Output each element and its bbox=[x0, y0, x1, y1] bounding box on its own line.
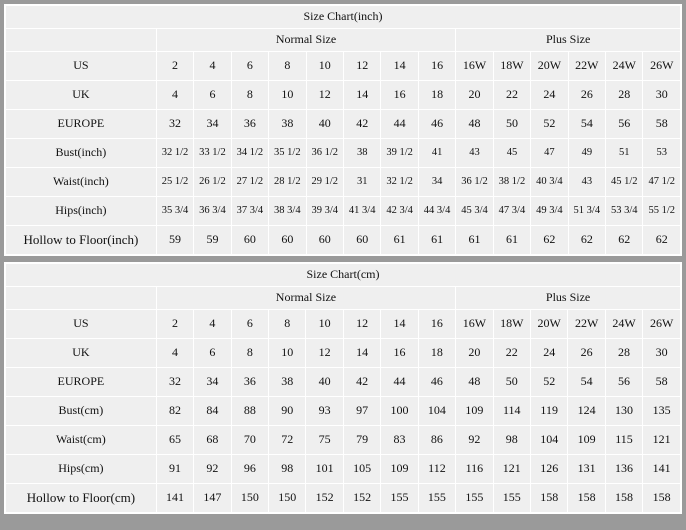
cell: 6 bbox=[231, 52, 268, 81]
cell: 60 bbox=[343, 226, 380, 255]
inch-size-chart bbox=[4, 4, 682, 256]
cm-size-chart bbox=[4, 262, 682, 514]
row-label-bust: Bust(inch) bbox=[6, 139, 157, 168]
cell: 18 bbox=[418, 81, 455, 110]
cell: 61 bbox=[493, 226, 530, 255]
cell: 44 bbox=[381, 110, 418, 139]
cell: 115 bbox=[605, 426, 642, 455]
cell: 20 bbox=[456, 339, 493, 368]
page-title: Size Chart(inch) bbox=[6, 6, 681, 29]
cell: 8 bbox=[231, 81, 268, 110]
cell: 33 1/2 bbox=[194, 139, 231, 168]
cell: 12 bbox=[306, 81, 343, 110]
cell: 44 bbox=[381, 368, 418, 397]
cell: 36 1/2 bbox=[456, 168, 493, 197]
group-header-normal: Normal Size bbox=[156, 29, 456, 52]
cell: 86 bbox=[418, 426, 455, 455]
cell: 18W bbox=[493, 310, 530, 339]
cell: 6 bbox=[194, 81, 231, 110]
cell: 47 1/2 bbox=[643, 168, 681, 197]
cell: 32 1/2 bbox=[381, 168, 418, 197]
cell: 47 3/4 bbox=[493, 197, 530, 226]
row-label-bust: Bust(cm) bbox=[6, 397, 157, 426]
cell: 46 bbox=[418, 368, 455, 397]
cell: 10 bbox=[269, 81, 306, 110]
cell: 20W bbox=[531, 52, 568, 81]
row-label-uk: UK bbox=[6, 81, 157, 110]
cell: 16 bbox=[418, 310, 455, 339]
table-row bbox=[6, 368, 681, 397]
cell: 104 bbox=[418, 397, 455, 426]
corner-cell bbox=[6, 287, 157, 310]
cell: 100 bbox=[381, 397, 418, 426]
cell: 2 bbox=[156, 310, 193, 339]
cell: 32 bbox=[156, 368, 193, 397]
cell: 38 bbox=[343, 139, 380, 168]
table-row bbox=[6, 226, 681, 255]
cell: 53 3/4 bbox=[606, 197, 643, 226]
cell: 30 bbox=[643, 81, 681, 110]
cell: 34 bbox=[418, 168, 455, 197]
cell: 91 bbox=[156, 455, 193, 484]
cell: 22 bbox=[493, 339, 530, 368]
row-label-hips: Hips(inch) bbox=[6, 197, 157, 226]
cell: 32 bbox=[156, 110, 193, 139]
cell: 97 bbox=[343, 397, 380, 426]
cell: 54 bbox=[568, 110, 605, 139]
cell: 56 bbox=[606, 110, 643, 139]
cell: 24 bbox=[530, 339, 567, 368]
cell: 16 bbox=[381, 81, 418, 110]
cell: 34 bbox=[194, 368, 231, 397]
cell: 60 bbox=[269, 226, 306, 255]
cell: 51 bbox=[606, 139, 643, 168]
cell: 121 bbox=[643, 426, 681, 455]
cell: 155 bbox=[493, 484, 530, 513]
cell: 83 bbox=[381, 426, 418, 455]
cell: 36 bbox=[231, 110, 268, 139]
table-row bbox=[6, 52, 681, 81]
cell: 26 1/2 bbox=[194, 168, 231, 197]
cell: 14 bbox=[381, 52, 418, 81]
cell: 43 bbox=[568, 168, 605, 197]
cell: 8 bbox=[269, 52, 306, 81]
cell: 38 3/4 bbox=[269, 197, 306, 226]
cell: 130 bbox=[605, 397, 642, 426]
cell: 26W bbox=[643, 52, 681, 81]
cell: 22W bbox=[568, 52, 605, 81]
cell: 12 bbox=[343, 310, 380, 339]
cell: 51 3/4 bbox=[568, 197, 605, 226]
cell: 27 1/2 bbox=[231, 168, 268, 197]
cm-size-table bbox=[5, 263, 681, 513]
cell: 4 bbox=[156, 339, 193, 368]
cell: 56 bbox=[605, 368, 642, 397]
cell: 20 bbox=[456, 81, 493, 110]
cell: 16W bbox=[456, 52, 493, 81]
cell: 65 bbox=[156, 426, 193, 455]
table-row bbox=[6, 339, 681, 368]
cell: 14 bbox=[343, 339, 380, 368]
cell: 8 bbox=[269, 310, 306, 339]
cell: 2 bbox=[156, 52, 193, 81]
cell: 61 bbox=[456, 226, 493, 255]
cell: 61 bbox=[418, 226, 455, 255]
cell: 116 bbox=[456, 455, 493, 484]
row-label-uk: UK bbox=[6, 339, 157, 368]
cell: 155 bbox=[456, 484, 493, 513]
cell: 12 bbox=[306, 339, 343, 368]
cell: 25 1/2 bbox=[156, 168, 193, 197]
cell: 131 bbox=[568, 455, 605, 484]
cell: 72 bbox=[269, 426, 306, 455]
cell: 141 bbox=[156, 484, 193, 513]
table-row bbox=[6, 168, 681, 197]
cell: 158 bbox=[530, 484, 567, 513]
cell: 24W bbox=[605, 310, 642, 339]
cell: 41 bbox=[418, 139, 455, 168]
cell: 48 bbox=[456, 110, 493, 139]
cell: 92 bbox=[456, 426, 493, 455]
cell: 152 bbox=[306, 484, 343, 513]
cell: 36 3/4 bbox=[194, 197, 231, 226]
row-label-hollow-to-floor: Hollow to Floor(inch) bbox=[6, 226, 157, 255]
cell: 41 3/4 bbox=[343, 197, 380, 226]
cell: 37 3/4 bbox=[231, 197, 268, 226]
cell: 158 bbox=[643, 484, 681, 513]
cell: 18W bbox=[493, 52, 530, 81]
corner-cell bbox=[6, 29, 157, 52]
cell: 82 bbox=[156, 397, 193, 426]
cell: 24W bbox=[606, 52, 643, 81]
cell: 124 bbox=[568, 397, 605, 426]
table-row bbox=[6, 197, 681, 226]
cell: 40 bbox=[306, 368, 343, 397]
cell: 48 bbox=[456, 368, 493, 397]
cell: 20W bbox=[530, 310, 567, 339]
chart-group-row bbox=[6, 287, 681, 310]
inch-size-table bbox=[5, 5, 681, 255]
cell: 52 bbox=[530, 368, 567, 397]
cell: 109 bbox=[381, 455, 418, 484]
cell: 10 bbox=[306, 310, 343, 339]
cell: 121 bbox=[493, 455, 530, 484]
cell: 4 bbox=[156, 81, 193, 110]
cell: 150 bbox=[231, 484, 268, 513]
cell: 44 3/4 bbox=[418, 197, 455, 226]
cell: 35 3/4 bbox=[156, 197, 193, 226]
cell: 39 3/4 bbox=[306, 197, 343, 226]
cell: 8 bbox=[231, 339, 268, 368]
cell: 43 bbox=[456, 139, 493, 168]
cell: 50 bbox=[493, 110, 530, 139]
cell: 114 bbox=[493, 397, 530, 426]
cell: 16 bbox=[381, 339, 418, 368]
cell: 28 bbox=[606, 81, 643, 110]
cell: 42 bbox=[343, 368, 380, 397]
cell: 10 bbox=[269, 339, 306, 368]
cell: 96 bbox=[231, 455, 268, 484]
cell: 62 bbox=[643, 226, 681, 255]
cell: 98 bbox=[269, 455, 306, 484]
cell: 26 bbox=[568, 339, 605, 368]
cell: 58 bbox=[643, 368, 681, 397]
cell: 52 bbox=[531, 110, 568, 139]
chart-group-row bbox=[6, 29, 681, 52]
cell: 158 bbox=[605, 484, 642, 513]
cell: 54 bbox=[568, 368, 605, 397]
cell: 98 bbox=[493, 426, 530, 455]
group-header-normal: Normal Size bbox=[156, 287, 455, 310]
cell: 12 bbox=[343, 52, 380, 81]
row-label-europe: EUROPE bbox=[6, 368, 157, 397]
cell: 18 bbox=[418, 339, 455, 368]
cell: 24 bbox=[531, 81, 568, 110]
cell: 32 1/2 bbox=[156, 139, 193, 168]
table-row bbox=[6, 310, 681, 339]
cell: 141 bbox=[643, 455, 681, 484]
cell: 70 bbox=[231, 426, 268, 455]
table-row bbox=[6, 397, 681, 426]
cell: 112 bbox=[418, 455, 455, 484]
cell: 29 1/2 bbox=[306, 168, 343, 197]
cell: 88 bbox=[231, 397, 268, 426]
cell: 16 bbox=[418, 52, 455, 81]
cell: 93 bbox=[306, 397, 343, 426]
cell: 22W bbox=[568, 310, 605, 339]
cell: 105 bbox=[343, 455, 380, 484]
cell: 16W bbox=[456, 310, 493, 339]
cell: 47 bbox=[531, 139, 568, 168]
cell: 55 1/2 bbox=[643, 197, 681, 226]
cell: 90 bbox=[269, 397, 306, 426]
table-row bbox=[6, 139, 681, 168]
table-row bbox=[6, 81, 681, 110]
cell: 42 bbox=[343, 110, 380, 139]
group-header-plus: Plus Size bbox=[456, 29, 681, 52]
cell: 126 bbox=[530, 455, 567, 484]
cell: 109 bbox=[568, 426, 605, 455]
cell: 22 bbox=[493, 81, 530, 110]
cell: 62 bbox=[531, 226, 568, 255]
cell: 147 bbox=[194, 484, 231, 513]
cell: 79 bbox=[343, 426, 380, 455]
cell: 34 bbox=[194, 110, 231, 139]
group-header-plus: Plus Size bbox=[456, 287, 681, 310]
cell: 45 3/4 bbox=[456, 197, 493, 226]
cell: 6 bbox=[194, 339, 231, 368]
cell: 84 bbox=[194, 397, 231, 426]
row-label-europe: EUROPE bbox=[6, 110, 157, 139]
cell: 92 bbox=[194, 455, 231, 484]
row-label-hips: Hips(cm) bbox=[6, 455, 157, 484]
cell: 152 bbox=[343, 484, 380, 513]
cell: 38 bbox=[269, 368, 306, 397]
row-label-hollow-to-floor: Hollow to Floor(cm) bbox=[6, 484, 157, 513]
chart-title-row bbox=[6, 264, 681, 287]
cell: 14 bbox=[343, 81, 380, 110]
cell: 39 1/2 bbox=[381, 139, 418, 168]
cell: 53 bbox=[643, 139, 681, 168]
cell: 49 3/4 bbox=[531, 197, 568, 226]
cell: 60 bbox=[231, 226, 268, 255]
cell: 104 bbox=[530, 426, 567, 455]
cell: 38 bbox=[269, 110, 306, 139]
cell: 68 bbox=[194, 426, 231, 455]
row-label-us: US bbox=[6, 310, 157, 339]
cell: 59 bbox=[194, 226, 231, 255]
cell: 26W bbox=[643, 310, 681, 339]
cell: 50 bbox=[493, 368, 530, 397]
cell: 119 bbox=[530, 397, 567, 426]
cell: 62 bbox=[568, 226, 605, 255]
cell: 10 bbox=[306, 52, 343, 81]
cell: 31 bbox=[343, 168, 380, 197]
table-row bbox=[6, 455, 681, 484]
row-label-waist: Waist(inch) bbox=[6, 168, 157, 197]
row-label-us: US bbox=[6, 52, 157, 81]
cell: 40 3/4 bbox=[531, 168, 568, 197]
cell: 135 bbox=[643, 397, 681, 426]
cell: 158 bbox=[568, 484, 605, 513]
cell: 155 bbox=[381, 484, 418, 513]
cell: 28 1/2 bbox=[269, 168, 306, 197]
cell: 109 bbox=[456, 397, 493, 426]
cell: 75 bbox=[306, 426, 343, 455]
table-row bbox=[6, 110, 681, 139]
cell: 42 3/4 bbox=[381, 197, 418, 226]
row-label-waist: Waist(cm) bbox=[6, 426, 157, 455]
cell: 6 bbox=[231, 310, 268, 339]
cell: 30 bbox=[643, 339, 681, 368]
cell: 40 bbox=[306, 110, 343, 139]
cell: 49 bbox=[568, 139, 605, 168]
cell: 58 bbox=[643, 110, 681, 139]
cell: 36 1/2 bbox=[306, 139, 343, 168]
page-title: Size Chart(cm) bbox=[6, 264, 681, 287]
cell: 4 bbox=[194, 310, 231, 339]
table-row bbox=[6, 426, 681, 455]
cell: 14 bbox=[381, 310, 418, 339]
cell: 62 bbox=[606, 226, 643, 255]
cell: 60 bbox=[306, 226, 343, 255]
chart-title-row bbox=[6, 6, 681, 29]
cell: 26 bbox=[568, 81, 605, 110]
cell: 35 1/2 bbox=[269, 139, 306, 168]
cell: 45 bbox=[493, 139, 530, 168]
table-row bbox=[6, 484, 681, 513]
cell: 136 bbox=[605, 455, 642, 484]
cell: 61 bbox=[381, 226, 418, 255]
cell: 155 bbox=[418, 484, 455, 513]
cell: 36 bbox=[231, 368, 268, 397]
cell: 101 bbox=[306, 455, 343, 484]
cell: 45 1/2 bbox=[606, 168, 643, 197]
cell: 38 1/2 bbox=[493, 168, 530, 197]
cell: 150 bbox=[269, 484, 306, 513]
cell: 46 bbox=[418, 110, 455, 139]
cell: 34 1/2 bbox=[231, 139, 268, 168]
cell: 28 bbox=[605, 339, 642, 368]
cell: 59 bbox=[156, 226, 193, 255]
cell: 4 bbox=[194, 52, 231, 81]
